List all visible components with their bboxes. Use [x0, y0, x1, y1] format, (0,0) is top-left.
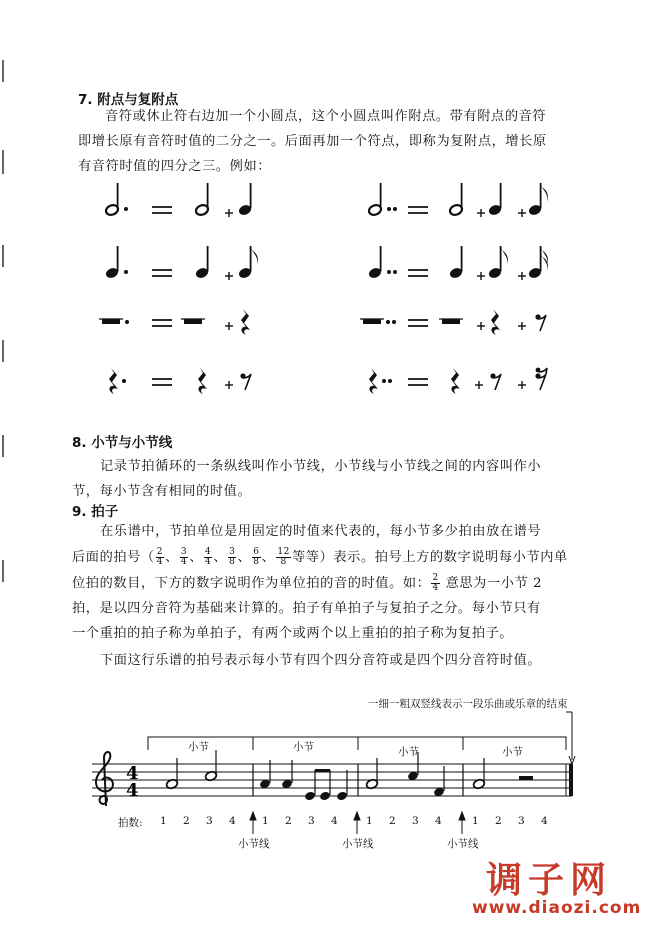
section-9-line-4: 拍，是以四分音符为基础来计算的。拍子有单拍子与复拍子之分。每小节只有 — [72, 601, 541, 616]
time-signature-list — [155, 547, 292, 567]
text-fragment: 位拍的数目，下方的数字说明作为单位拍的音的时值。如： — [72, 576, 431, 591]
beat-number: 3 — [308, 815, 315, 827]
beat-number: 4 — [435, 815, 442, 827]
time-signature-bottom: 4 — [126, 780, 139, 801]
time-signature-top: 4 — [126, 763, 139, 784]
section-9-title: 9. 拍子 — [72, 504, 119, 520]
section-9-line-2 — [72, 545, 568, 570]
staff-lines — [92, 764, 572, 796]
separator: 、 — [165, 550, 179, 565]
separator: 、 — [237, 550, 252, 565]
example-time-signature — [431, 574, 439, 593]
treble-clef-icon — [96, 752, 113, 806]
section-9-line-3 — [72, 571, 542, 596]
beat-numbers — [0, 815, 656, 829]
time-signature-fraction — [228, 548, 236, 567]
fraction-denominator: 4 — [432, 583, 439, 593]
beat-number: 4 — [541, 815, 548, 827]
section-8-line-2: 节，每小节含有相同的时值。 — [72, 484, 252, 499]
section-9-line-5: 一个重拍的拍子称为单拍子，有两个或两个以上重拍的拍子称为复拍子。 — [72, 626, 514, 641]
separator: 、 — [213, 550, 228, 565]
measure-4-notes — [472, 758, 533, 790]
beat-number: 3 — [412, 815, 419, 827]
beat-number: 2 — [285, 815, 292, 827]
section-7-line-1: 音符或休止符右边加一个小圆点，这个小圆点叫作附点。带有附点的音符 — [105, 109, 547, 124]
fraction-denominator: 4 — [180, 557, 188, 567]
section-9-line-6: 下面这行乐谱的拍号表示每小节有四个四分音符或是四个四分音符时值。 — [100, 653, 542, 668]
separator: 、 — [189, 550, 203, 565]
text-fragment: 后面的拍号（ — [72, 550, 155, 565]
beat-number: 4 — [331, 815, 338, 827]
measure-label: 小节 — [502, 746, 523, 758]
margin-mark — [2, 560, 4, 582]
time-signature-fraction — [180, 548, 188, 567]
dotted-notes-examples — [0, 180, 656, 410]
beat-number: 2 — [389, 815, 396, 827]
music-score — [0, 700, 656, 860]
measure-label: 小节 — [293, 741, 314, 753]
measure-label: 小节 — [398, 746, 419, 758]
beat-number: 2 — [495, 815, 502, 827]
beat-number: 1 — [366, 815, 373, 827]
fraction-denominator: 4 — [156, 557, 164, 567]
margin-mark — [2, 150, 4, 174]
watermark-brand: 调子网 — [486, 860, 613, 901]
fraction-numerator: 3 — [229, 547, 236, 557]
beat-number: 4 — [229, 815, 236, 827]
fraction-numerator: 12 — [277, 547, 291, 557]
beats-label: 拍数: — [118, 817, 143, 829]
time-signature-fraction — [204, 548, 212, 567]
beat-number: 1 — [472, 815, 479, 827]
section-8-title: 8. 小节与小节线 — [72, 435, 173, 451]
text-fragment: 等等）表示。拍号上方的数字说明每小节内单 — [292, 550, 568, 565]
separator: 、 — [261, 550, 276, 565]
beat-number: 2 — [183, 815, 190, 827]
margin-mark — [2, 435, 4, 457]
fraction-numerator: 2 — [156, 547, 164, 557]
margin-mark — [2, 60, 4, 82]
time-signature-fraction — [252, 548, 260, 567]
fraction-numerator: 6 — [253, 547, 260, 557]
fraction-numerator: 3 — [180, 547, 188, 557]
measure-1-notes — [165, 750, 217, 790]
fraction-denominator: 8 — [280, 557, 287, 567]
watermark-url: www.diaozi.com — [472, 898, 642, 918]
section-7-line-3: 有音符时值的四分之三。例如： — [78, 159, 272, 174]
barline-label: 小节线 — [238, 838, 270, 850]
half-rest — [519, 776, 533, 781]
fraction-denominator: 8 — [253, 557, 260, 567]
final-barline-thick — [569, 764, 573, 796]
end-barline-note: 一细一粗双竖线表示一段乐曲或乐章的结束 — [368, 698, 568, 710]
fraction-numerator: 2 — [432, 573, 439, 583]
time-signature-fraction — [276, 548, 291, 567]
section-7-title: 7. 附点与复附点 — [78, 92, 179, 108]
fraction-denominator: 4 — [204, 557, 212, 567]
beat-number: 3 — [206, 815, 213, 827]
fraction-denominator: 8 — [229, 557, 236, 567]
barline-label: 小节线 — [342, 838, 374, 850]
measure-2-notes — [259, 760, 348, 801]
section-9-line-1: 在乐谱中，节拍单位是用固定的时值来代表的，每小节多少拍由放在谱号 — [100, 524, 542, 539]
time-signature-fraction — [156, 548, 164, 567]
beat-number: 1 — [262, 815, 269, 827]
section-7-line-2: 即增长原有音符时值的二分之一。后面再加一个符点，即称为复附点，增长原 — [78, 134, 547, 149]
section-8-line-1: 记录节拍循环的一条纵线叫作小节线，小节线与小节线之间的内容叫作小 — [100, 459, 542, 474]
fraction-numerator: 4 — [204, 547, 212, 557]
barline-label: 小节线 — [447, 838, 479, 850]
measure-label: 小节 — [188, 741, 209, 753]
beat-number: 1 — [160, 815, 167, 827]
text-fragment: 意思为一小节 2 — [445, 576, 543, 591]
beat-number: 3 — [518, 815, 525, 827]
